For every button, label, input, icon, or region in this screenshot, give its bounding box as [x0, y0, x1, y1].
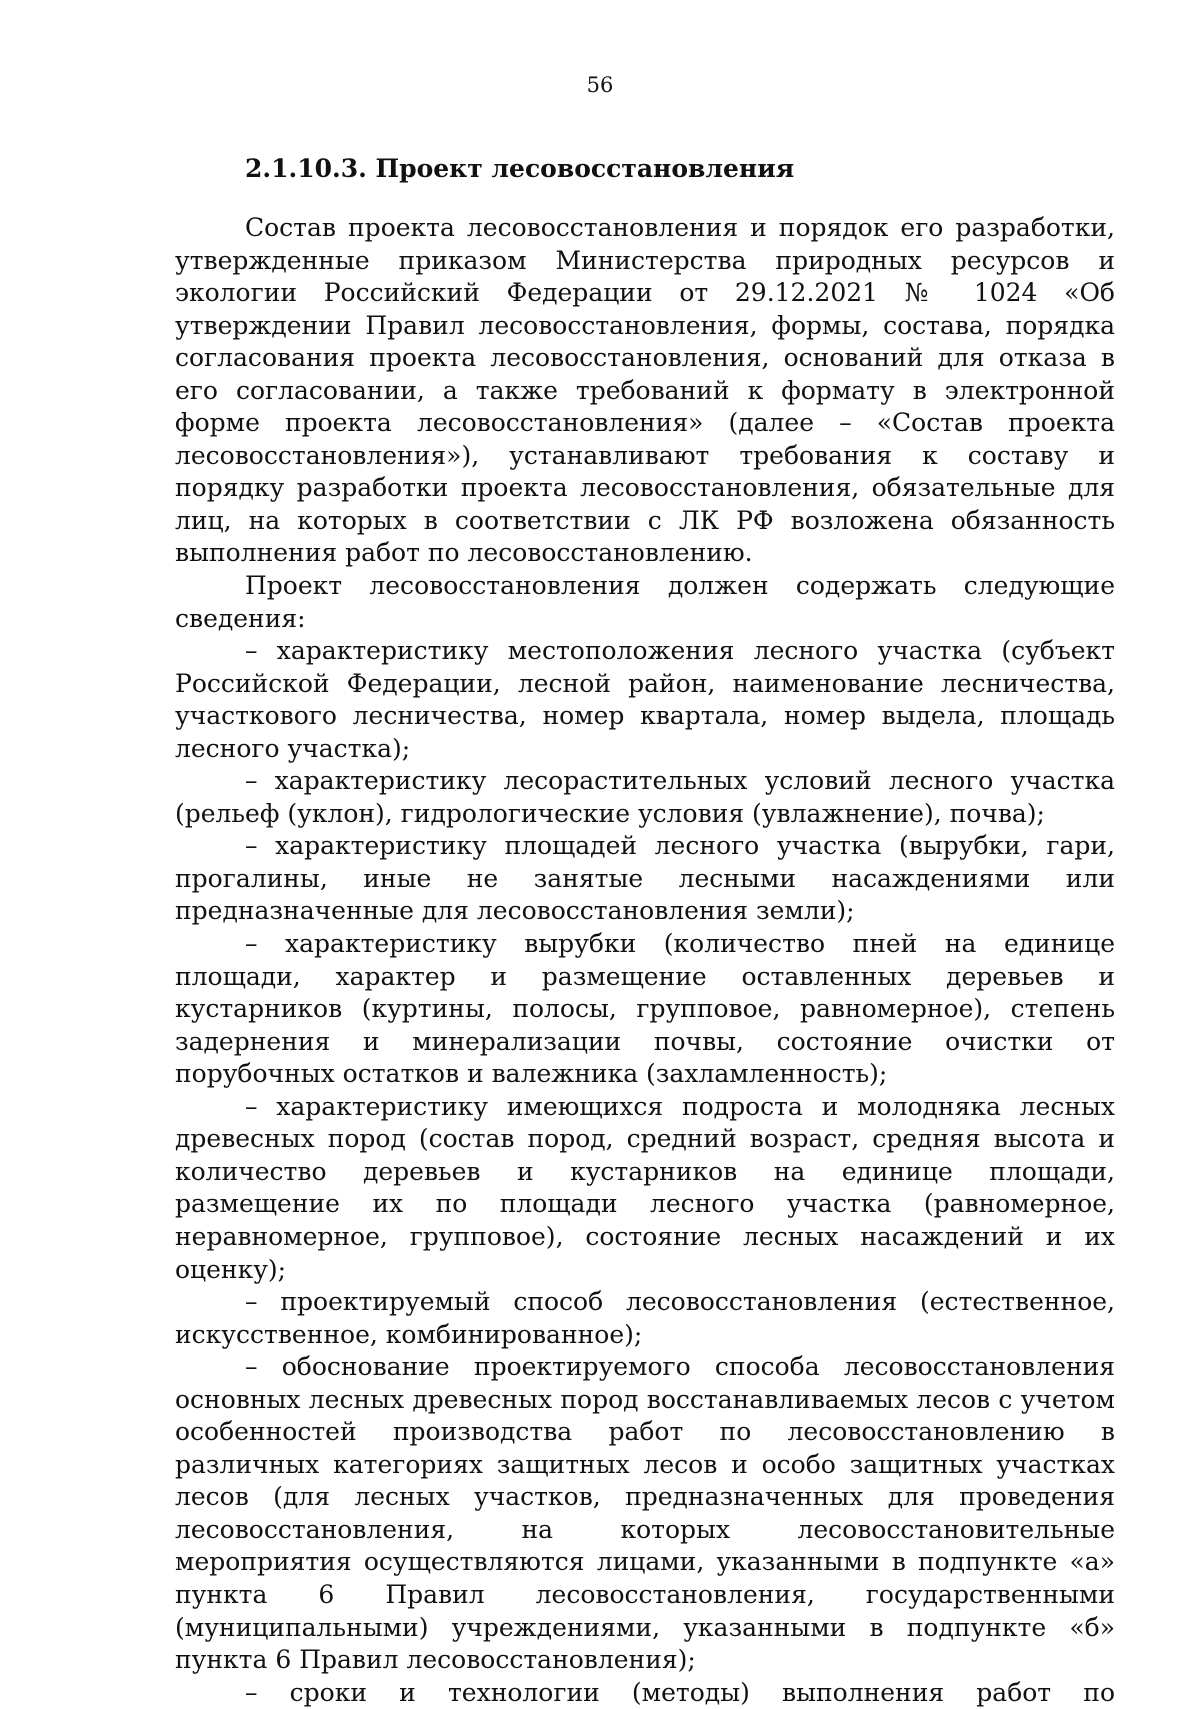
section-heading: 2.1.10.3. Проект лесовосстановления [245, 154, 795, 183]
list-item: – характеристику местоположения лесного участка (субъект Российской Федерации, лесной район, наименование лесничества, участкового лесничества, номер квартала, номер выдела, площадь лесного участка); [175, 636, 1115, 763]
list-item: – характеристику вырубки (количество пней на единице площади, характер и размещение оставленных деревьев и кустарников (куртины, полосы, групповое, равномерное), степень задернения и минерализации почвы, состояние очистки от порубочных остатков и валежника (захламленность); [175, 929, 1115, 1089]
list-item: – обоснование проектируемого способа лесовосстановления основных лесных древесных пород восстанавливаемых лесов с учетом особенностей производства работ по лесовосстановлению в различных категориях защитных лесов и особо защитных участках лесов (для лесных участков, предназначенных для проведения лесовосстановления, на которых лесовосстановительные мероприятия осуществляются лицами, указанными в подпункте «а» пункта 6 Правил лесовосстановления, государственными (муниципальными) учреждениями, указанными в подпункте «б» пункта 6 Правил лесовосстановления); [175, 1352, 1115, 1675]
list-item: – сроки и технологии (методы) выполнения работ по [245, 1677, 1115, 1707]
paragraph-intro: Состав проекта лесовосстановления и порядок его разработки, утвержденные приказом Министерства природных ресурсов и экологии Российский Федерации от 29.12.2021 № 1024 «Об утверждении Правил лесовосстановления, формы, состава, порядка согласования проекта лесовосстановления, оснований для отказа в его согласовании, а также требований к формату в электронной форме проекта лесовосстановления» (далее – «Состав проекта лесовосстановления»), устанавливают требования к составу и порядку разработки проекта лесовосстановления, обязательные для лиц, на которых в соответствии с ЛК РФ возложена обязанность выполнения работ по лесовосстановлению. [175, 213, 1115, 568]
list-item: – характеристику площадей лесного участка (вырубки, гари, прогалины, иные не занятые лесными насаждениями или предназначенные для лесовосстановления земли); [175, 831, 1115, 926]
document-body [175, 212, 1115, 1709]
list-item: – проектируемый способ лесовосстановления (естественное, искусственное, комбинированное); [175, 1287, 1115, 1349]
list-item: – характеристику лесорастительных условий лесного участка (рельеф (уклон), гидрологические условия (увлажнение), почва); [175, 766, 1115, 828]
page-number: 56 [586, 73, 614, 97]
paragraph-list-lead: Проект лесовосстановления должен содержать следующие сведения: [175, 571, 1115, 633]
list-item: – характеристику имеющихся подроста и молодняка лесных древесных пород (состав пород, средний возраст, средняя высота и количество деревьев и кустарников на единице площади, размещение их по площади лесного участка (равномерное, неравномерное, групповое), состояние лесных насаждений и их оценку); [175, 1091, 1115, 1284]
